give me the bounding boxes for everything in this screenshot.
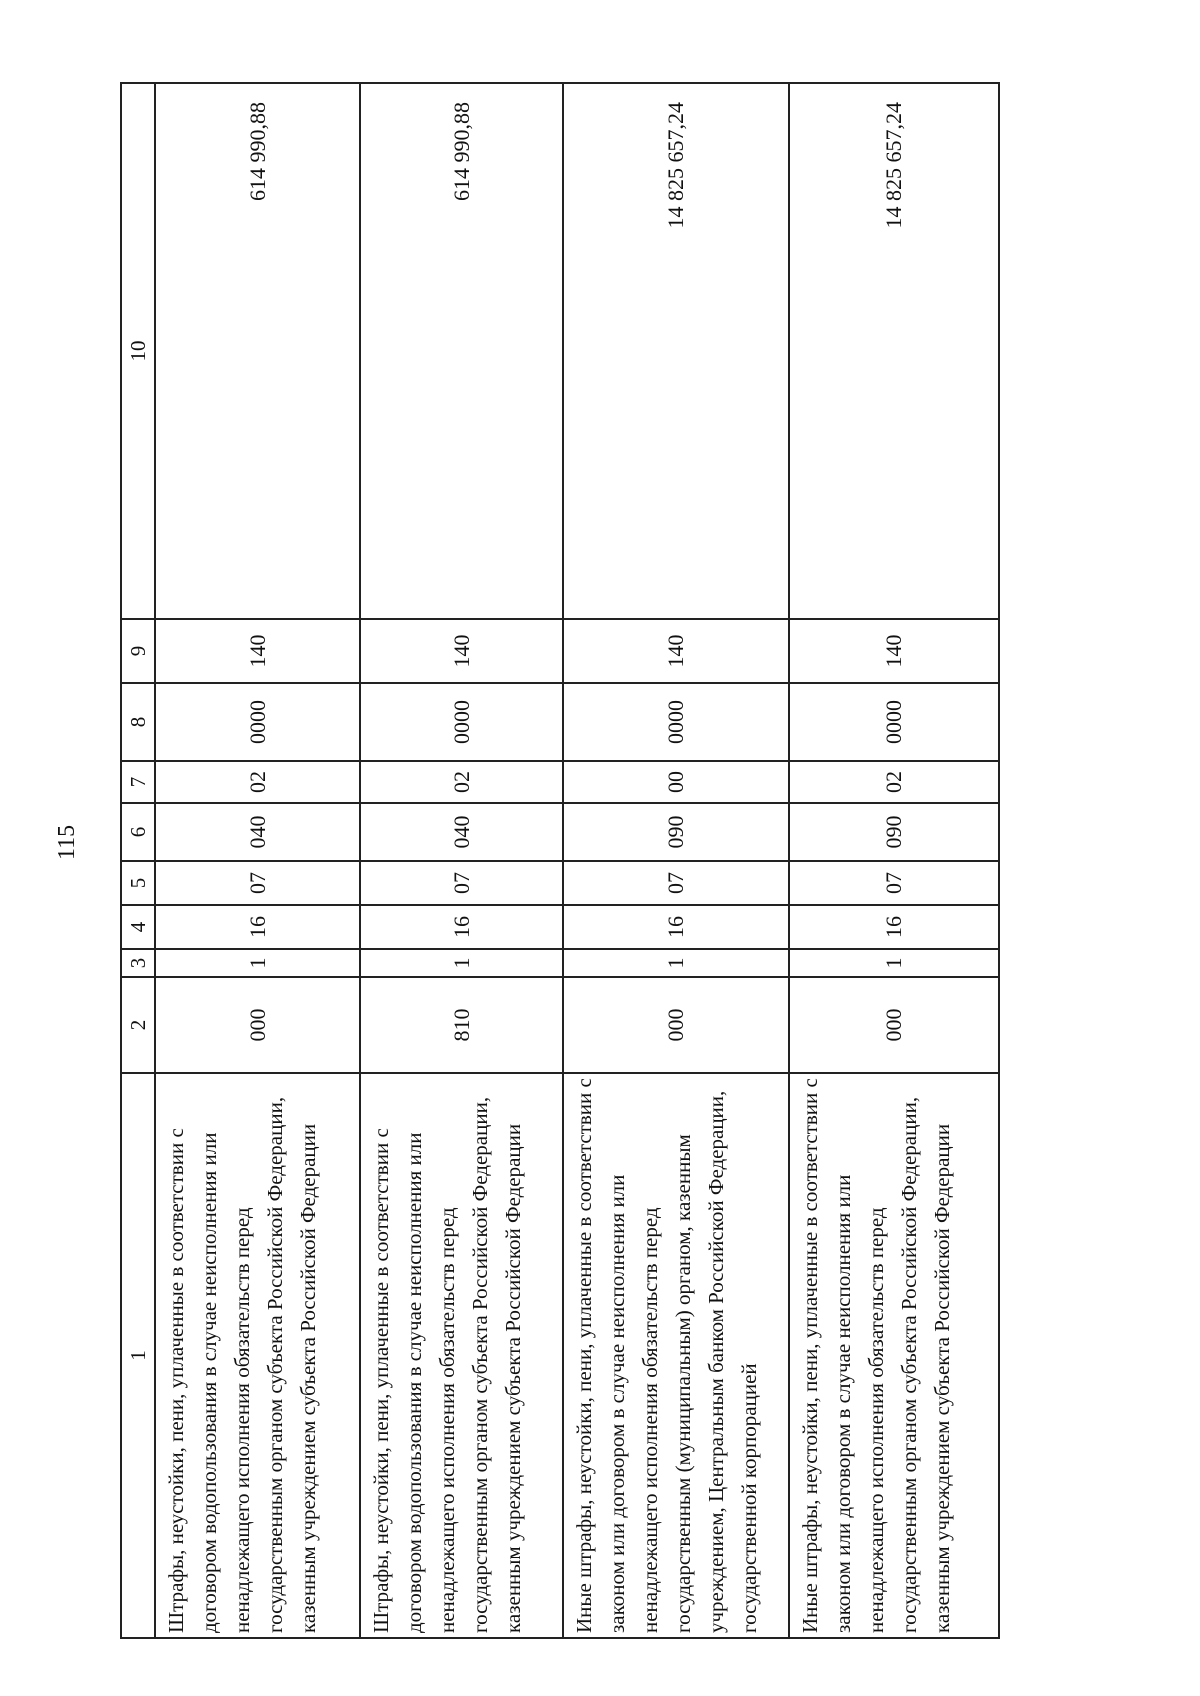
element-code: 02 [789,761,999,803]
group-code: 1 [360,949,563,977]
page-number: 115 [54,824,80,860]
program-code: 0000 [155,683,360,761]
subgroup-code: 16 [155,905,360,949]
subarticle-code: 040 [155,803,360,861]
subgroup-code: 16 [789,905,999,949]
column-header: 9 [121,619,155,683]
classification-code: 140 [563,619,788,683]
row-description: Штрафы, неустойки, пени, уплаченные в соответствии с договором водопользования в случае неисполнения или ненадлежащего исполнения обязательств перед государственным органом субъекта Российской Федерации, казенным учреждением субъекта Российской Федерации [155,1073,360,1638]
subarticle-code: 040 [360,803,563,861]
element-code: 02 [155,761,360,803]
column-header: 5 [121,861,155,905]
classification-code: 140 [789,619,999,683]
row-description: Иные штрафы, неустойки, пени, уплаченные в соответствии с законом или договором в случае неисполнения или ненадлежащего исполнения обязательств перед государственным органом субъекта Российской Федерации, казенным учреждением субъекта Российской Федерации [789,1073,999,1638]
subgroup-code: 16 [360,905,563,949]
element-code: 02 [360,761,563,803]
amount: 14 825 657,24 [789,83,999,619]
row-description: Иные штрафы, неустойки, пени, уплаченные в соответствии с законом или договором в случае неисполнения или ненадлежащего исполнения обязательств перед государственным (муниципальным) органом, казенным учреждением, Центральным банком Российской Федерации, государственной корпорацией [563,1073,788,1638]
column-header: 2 [121,977,155,1073]
article-code: 07 [789,861,999,905]
admin-code: 000 [563,977,788,1073]
revenue-table [120,82,1000,1639]
table-row [563,83,788,1638]
article-code: 07 [360,861,563,905]
amount: 14 825 657,24 [563,83,788,619]
classification-code: 140 [360,619,563,683]
column-header: 3 [121,949,155,977]
amount: 614 990,88 [360,83,563,619]
group-code: 1 [563,949,788,977]
subarticle-code: 090 [563,803,788,861]
rotated-table-sheet [120,84,1000,1639]
column-header-row [121,83,155,1638]
table-row [789,83,999,1638]
column-header: 8 [121,683,155,761]
group-code: 1 [789,949,999,977]
article-code: 07 [155,861,360,905]
subarticle-code: 090 [789,803,999,861]
subgroup-code: 16 [563,905,788,949]
table-row [155,83,360,1638]
column-header: 10 [121,83,155,619]
classification-code: 140 [155,619,360,683]
group-code: 1 [155,949,360,977]
program-code: 0000 [563,683,788,761]
admin-code: 000 [155,977,360,1073]
article-code: 07 [563,861,788,905]
amount: 614 990,88 [155,83,360,619]
element-code: 00 [563,761,788,803]
admin-code: 000 [789,977,999,1073]
column-header: 4 [121,905,155,949]
column-header: 1 [121,1073,155,1638]
admin-code: 810 [360,977,563,1073]
column-header: 7 [121,761,155,803]
row-description: Штрафы, неустойки, пени, уплаченные в соответствии с договором водопользования в случае неисполнения или ненадлежащего исполнения обязательств перед государственным органом субъекта Российской Федерации, казенным учреждением субъекта Российской Федерации [360,1073,563,1638]
table-row [360,83,563,1638]
program-code: 0000 [789,683,999,761]
program-code: 0000 [360,683,563,761]
column-header: 6 [121,803,155,861]
